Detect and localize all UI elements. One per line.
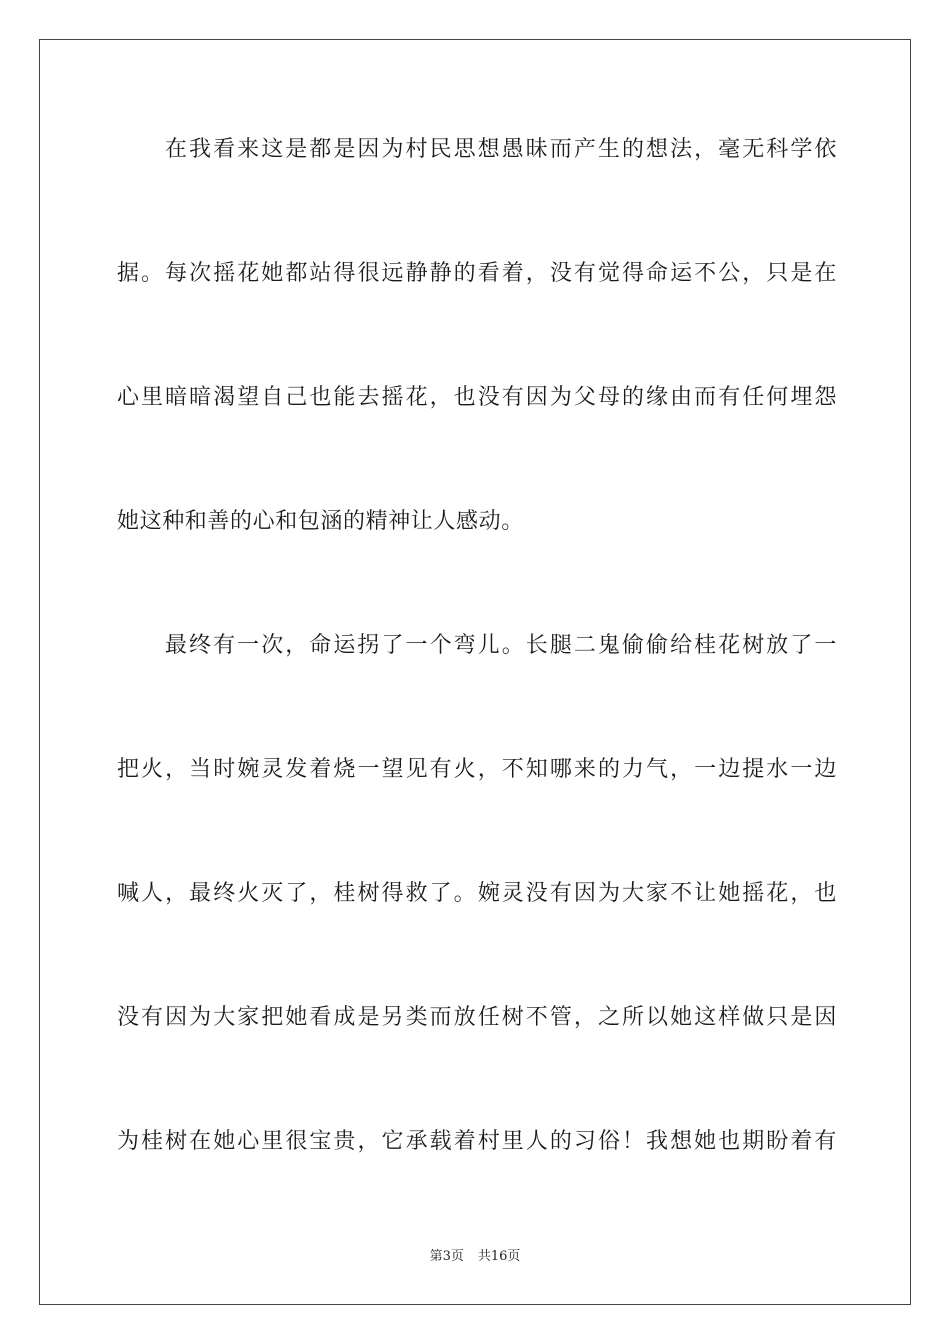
paragraph-1-line-2: 据。每次摇花她都站得很远静静的看着，没有觉得命运不公，只是在 [117,261,837,286]
paragraph-1-line-3: 心里暗暗渴望自己也能去摇花，也没有因为父母的缘由而有任何埋怨 [117,385,837,410]
paragraph-1-line-1: 在我看来这是都是因为村民思想愚昧而产生的想法，毫无科学依 [165,137,837,162]
page-number: 第3页 [429,1249,464,1264]
paragraph-2-line-1: 最终有一次，命运拐了一个弯儿。长腿二鬼偷偷给桂花树放了一 [165,633,837,658]
paragraph-2-line-3: 喊人，最终火灭了，桂树得救了。婉灵没有因为大家不让她摇花，也 [117,881,837,906]
page-border [39,39,911,1305]
paragraph-1-line-4: 她这种和善的心和包涵的精神让人感动。 [117,509,524,534]
page-footer [0,1248,950,1266]
paragraph-2-line-5: 为桂树在她心里很宝贵，它承载着村里人的习俗！我想她也期盼着有 [117,1129,837,1154]
paragraph-2-line-4: 没有因为大家把她看成是另类而放任树不管，之所以她这样做只是因 [117,1005,837,1030]
paragraph-2-line-2: 把火，当时婉灵发着烧一望见有火，不知哪来的力气，一边提水一边 [117,757,837,782]
page-total: 共16页 [477,1249,521,1264]
